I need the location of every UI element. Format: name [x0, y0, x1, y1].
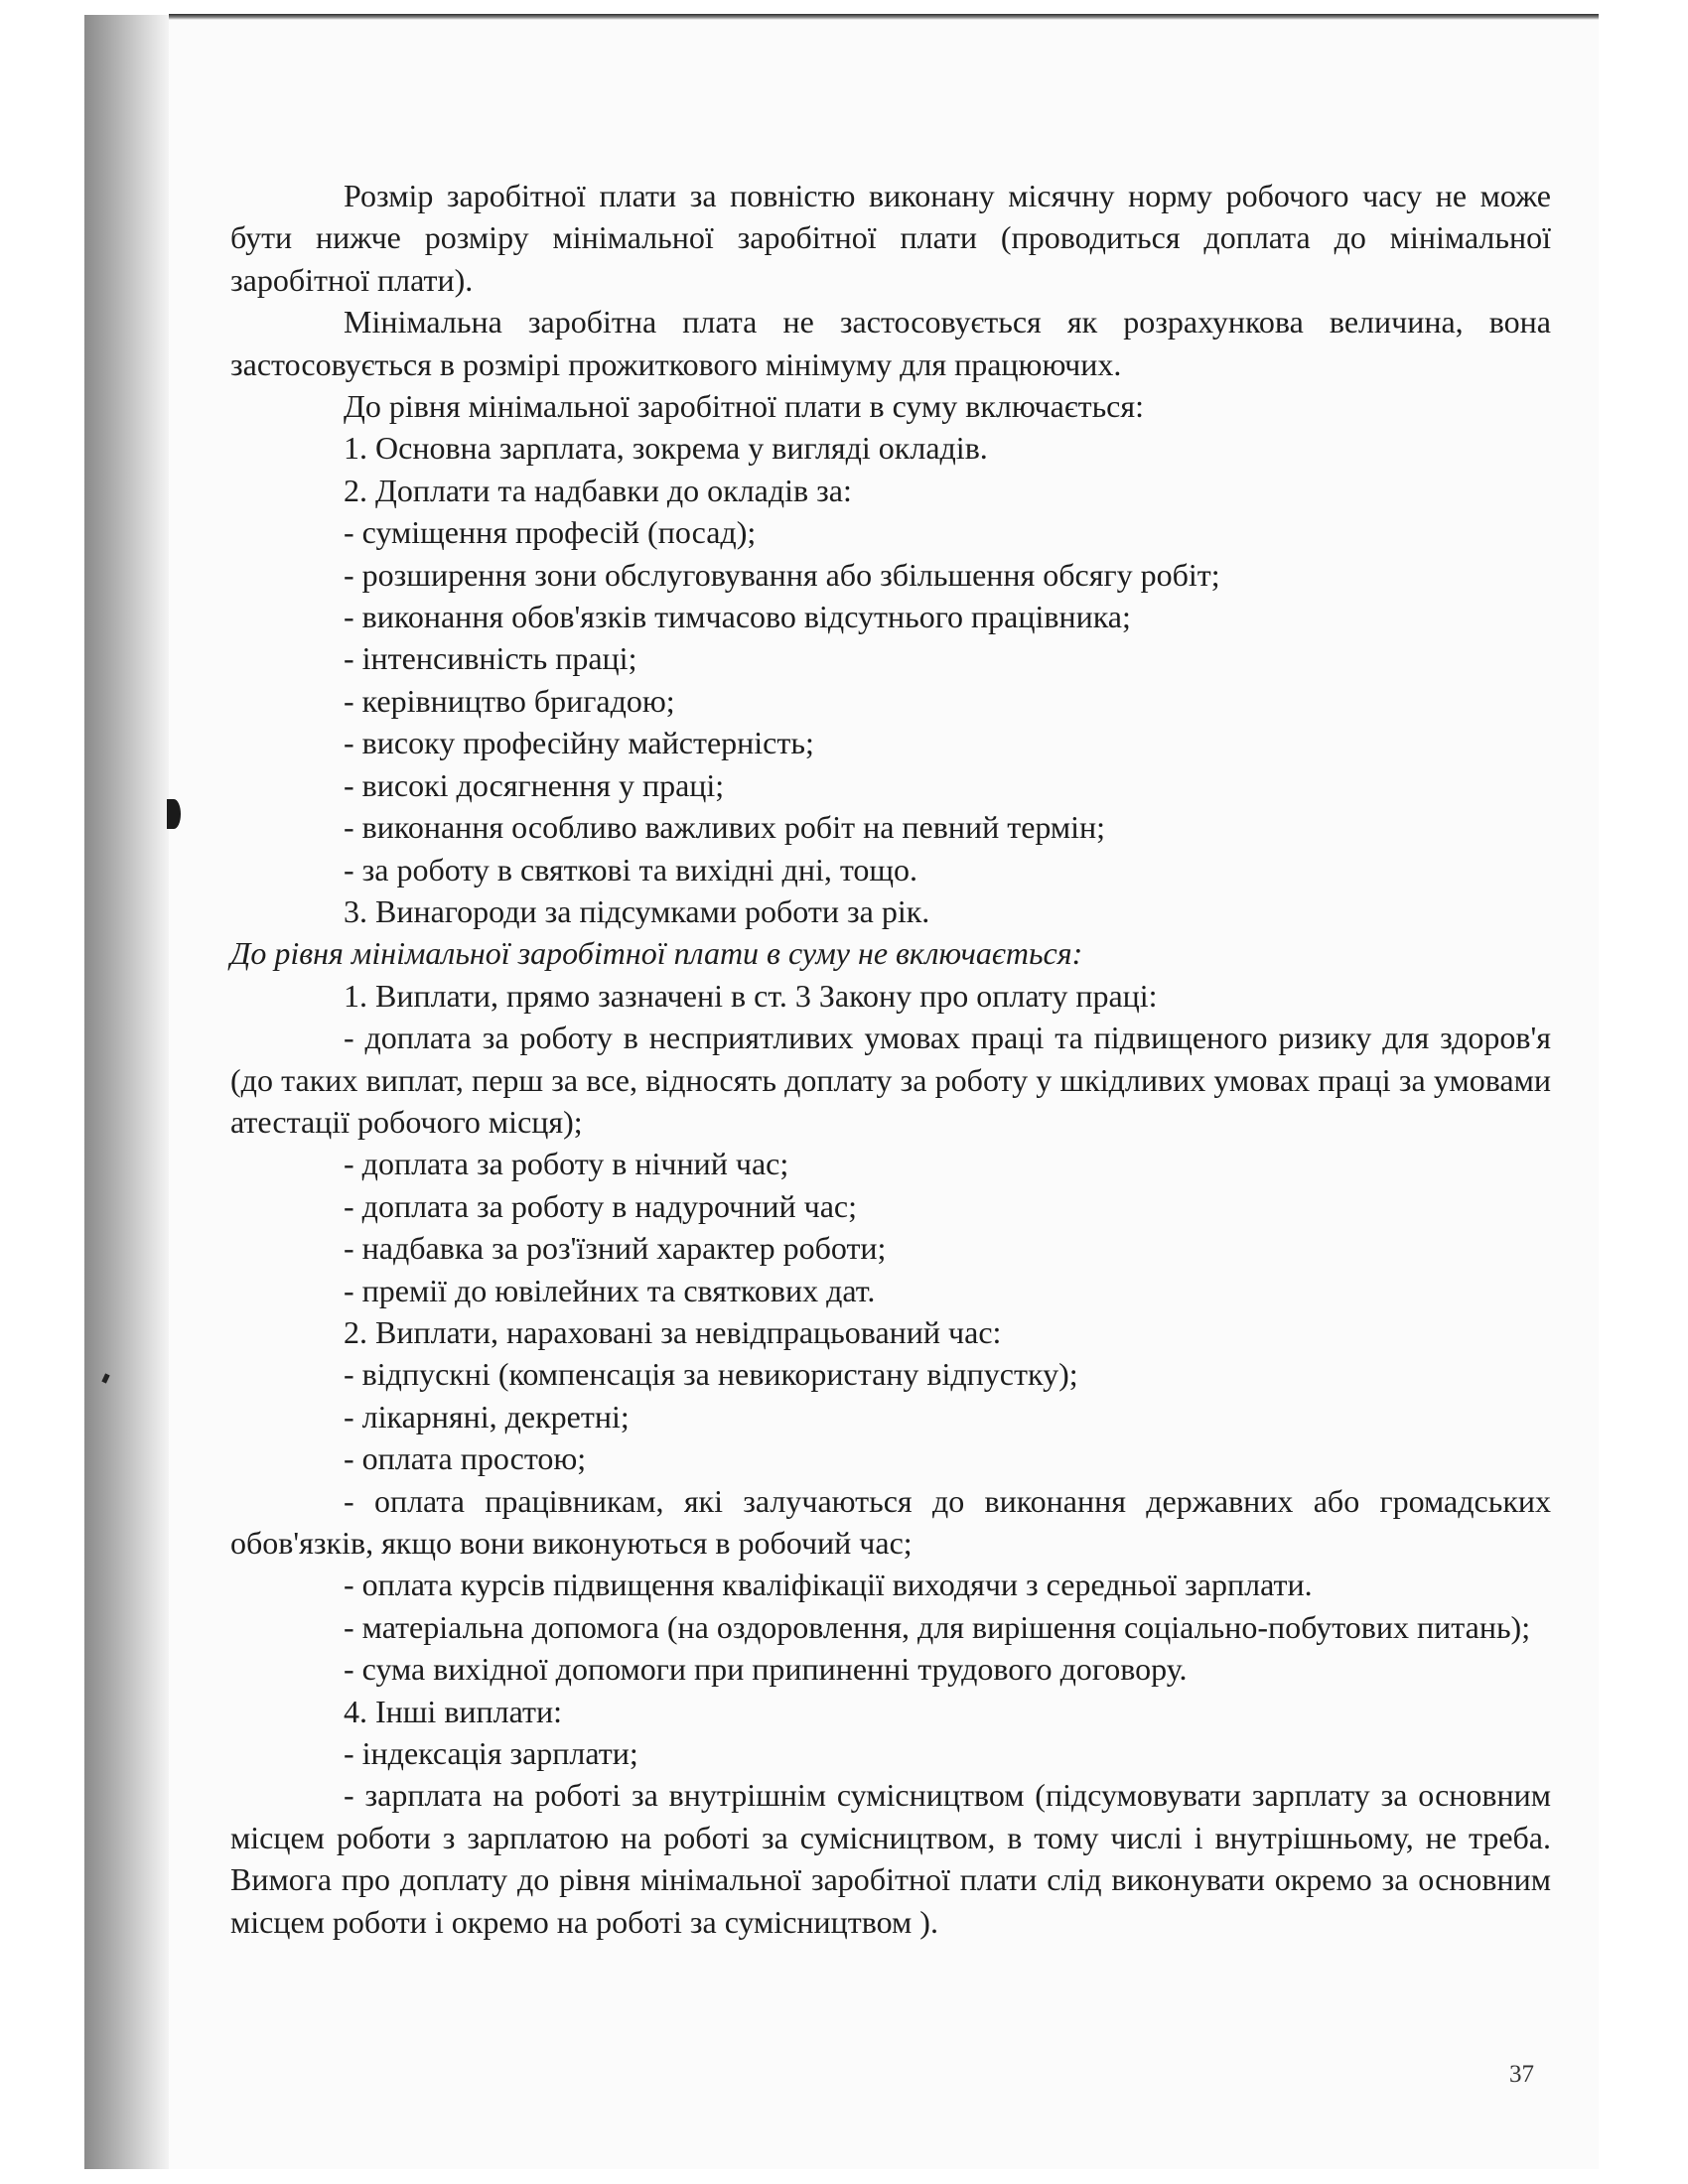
list-item: 1. Виплати, прямо зазначені в ст. 3 Закону про оплату праці: — [344, 977, 1158, 1014]
list-item: - виконання обов'язків тимчасово відсутнього працівника; — [344, 599, 1131, 635]
list-item: - за роботу в святкові та вихідні дні, тощо. — [344, 851, 918, 887]
list-item: - високі досягнення у праці; — [344, 766, 725, 803]
list-item: 4. Інші виплати: — [344, 1693, 563, 1729]
list-item: - інтенсивність праці; — [344, 640, 637, 677]
list-item: - доплата за роботу в несприятливих умовах праці та підвищеного ризику для здоров'я (до таких виплат, перш за все, відносять доплату за роботу у шкідливих умовах праці за умовами атестації робочого місця); — [230, 1020, 1551, 1140]
paragraph-min-wage-rule: Розмір заробітної плати за повністю виконану місячну норму робочого часу не може бути нижче розміру мінімальної заробітної плати (проводиться доплата до мінімальної заробітної плати). — [230, 178, 1551, 298]
list-item: - лікарняні, декретні; — [344, 1398, 630, 1434]
list-item: - суміщення професій (посад); — [344, 514, 757, 551]
list-item: 2. Доплати та надбавки до окладів за: — [344, 472, 852, 508]
list-item: - зарплата на роботі за внутрішнім сумісництвом (підсумовувати зарплату за основним місцем роботи з зарплатою на роботі за сумісництвом, в тому числі і внутрішньому, не треба. Вимога про доплату до рівня мінімальної заробітної плати слід виконувати окремо за основним місцем роботи і окремо на роботі за сумісництвом ). — [230, 1777, 1551, 1940]
document-body — [230, 175, 1551, 1943]
page-number: 37 — [1509, 2061, 1534, 2088]
list-item: - оплата простою; — [344, 1440, 587, 1477]
list-item: 2. Виплати, нараховані за невідпрацьований час: — [344, 1313, 1002, 1350]
list-item: - керівництво бригадою; — [344, 682, 675, 719]
list-item: - доплата за роботу в надурочний час; — [344, 1187, 857, 1224]
list-item: 1. Основна зарплата, зокрема у вигляді окладів. — [344, 430, 988, 467]
list-item: - матеріальна допомога (на оздоровлення, для вирішення соціально-побутових питань); — [344, 1608, 1531, 1645]
list-item: - високу професійну майстерність; — [344, 725, 814, 761]
binding-shadow — [84, 15, 169, 2169]
scan-top-edge — [169, 14, 1599, 20]
list-item: - виконання особливо важливих робіт на певний термін; — [344, 809, 1106, 846]
list-item: - оплата курсів підвищення кваліфікації виходячи з середньої зарплати. — [344, 1567, 1313, 1603]
list-item: - надбавка за роз'їзний характер роботи; — [344, 1230, 887, 1267]
list-item: - премії до ювілейних та святкових дат. — [344, 1272, 876, 1308]
heading-included: До рівня мінімальної заробітної плати в суму включається: — [344, 388, 1144, 425]
list-item: - сума вихідної допомоги при припиненні трудового договору. — [344, 1651, 1188, 1688]
list-item: - індексація зарплати; — [344, 1735, 638, 1772]
list-item: - відпускні (компенсація за невикористану відпустку); — [344, 1356, 1078, 1393]
scan-gutter — [0, 0, 84, 2184]
list-item: - доплата за роботу в нічний час; — [344, 1146, 789, 1182]
binding-notch — [167, 799, 181, 829]
list-item: - розширення зони обслуговування або збільшення обсягу робіт; — [344, 556, 1220, 593]
list-item: - оплата працівникам, які залучаються до виконання державних або громадських обов'язків, якщо вони виконуються в робочий час; — [230, 1482, 1551, 1561]
list-item: 3. Винагороди за підсумками роботи за рік. — [344, 892, 930, 929]
heading-not-included: До рівня мінімальної заробітної плати в суму не включається: — [230, 935, 1083, 972]
paragraph-min-wage-application: Мінімальна заробітна плата не застосовується як розрахункова величина, вона застосовується в розмірі прожиткового мінімуму для працюючих. — [230, 304, 1551, 382]
